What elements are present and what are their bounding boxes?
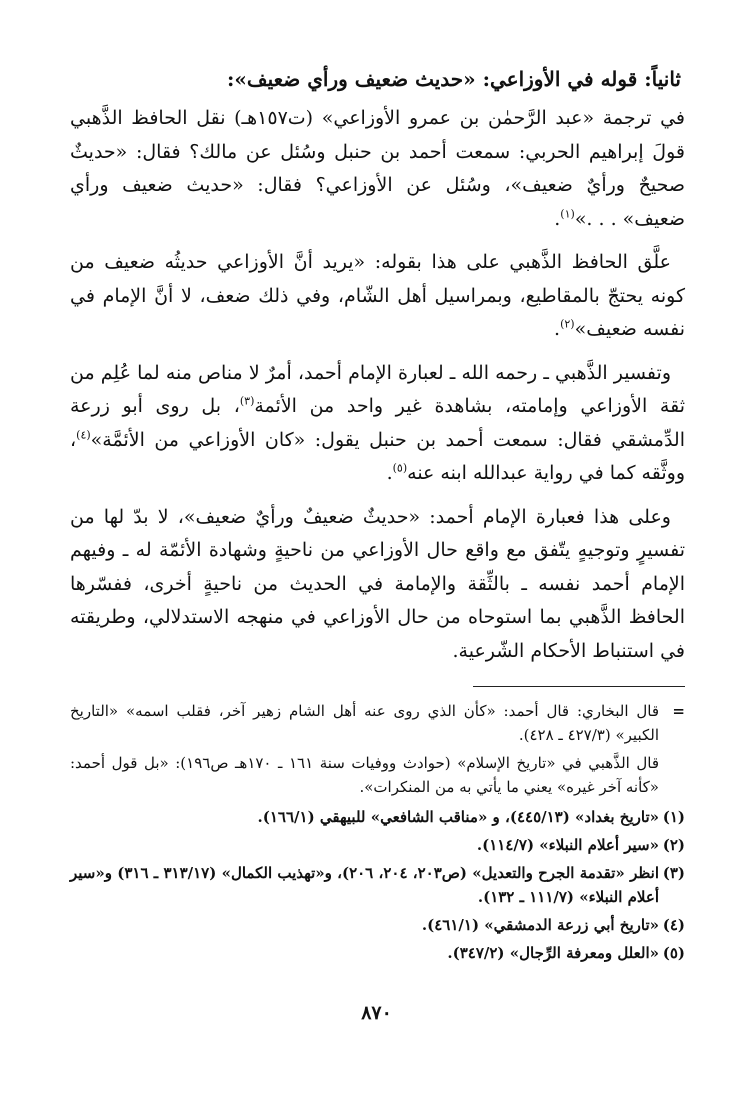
footnote-ref[interactable]: (٢) — [560, 317, 575, 331]
page-number: ٨٧٠ — [361, 1002, 392, 1024]
footnote-text: انظر «تقدمة الجرح والتعديل» (ص٢٠٣، ٢٠٤، ٢٠٦)، و«تهذيب الكمال» (٣١٣/١٧ ـ ٣١٦) و«سير أعلام النبلاء» (١١١/٧ ـ ١٣٢). — [70, 864, 659, 906]
footnote-ref[interactable]: (٣) — [239, 394, 255, 408]
paragraph-text: وتفسير الذَّهبي ـ رحمه الله ـ لعبارة الإمام أحمد، أمرٌ لا مناص منه لما عُلِم من ثقة الأوزاعي وإمامته، بشاهدة غير واحد من الأئمة — [70, 361, 685, 417]
footnote-mark: (٥) — [662, 944, 685, 962]
footnote-item — [70, 805, 685, 829]
footnote-ref[interactable]: (٤) — [76, 428, 91, 442]
paragraph-tail: ، بل روى أبو زرعة الدِّمشقي فقال: سمعت أحمد بن حنبل يقول: «كان الأوزاعي من الأئمَّة» — [70, 395, 685, 451]
footnote-item — [70, 861, 685, 909]
footnote-mark: = — [672, 702, 685, 720]
footnote-text: قال البخاري: قال أحمد: «كأن الذي روى عنه أهل الشام زهير آخر، فقلب اسمه» «التاريخ الكبير» (٤٢٧/٣ ـ ٤٢٨). — [70, 702, 659, 744]
footnotes — [70, 699, 685, 965]
paragraph-text: في ترجمة «عبد الرَّحمٰن بن عمرو الأوزاعي» (ت١٥٧هـ) نقل الحافظ الذَّهبي قولَ إبراهيم الحربي: سمعت أحمد بن حنبل وسُئل عن مالك؟ فقال: «حديثٌ صحيحٌ ورأيٌ ضعيف»، وسُئل عن الأوزاعي؟ فقال: «حديث ضعيف ورأي ضعيف» . . .» — [70, 107, 686, 230]
section-heading: ثانياً: قوله في الأوزاعي: «حديث ضعيف ورأي ضعيف»: — [227, 67, 681, 91]
paragraph-tail: ، ووثَّقه كما في رواية عبدالله ابنه عنه — [70, 428, 685, 484]
footnote-continuation — [70, 699, 685, 747]
footnote-mark: (٢) — [662, 836, 685, 854]
footnote-ref[interactable]: (٥) — [392, 461, 408, 475]
paragraph-tail: . — [386, 462, 393, 484]
paragraph-text: علَّق الحافظ الذَّهبي على هذا بقوله: «يريد أنَّ الأوزاعي حديثُه ضعيف من كونه يحتجّ بالمقاطيع، وبمراسيل أهل الشّام، وفي ذلك ضعف، لا أنَّ الإمام في نفسه ضعيف» — [70, 251, 685, 340]
footnote-item — [70, 941, 685, 965]
footnote-text: «سير أعلام النبلاء» (١١٤/٧). — [476, 836, 659, 854]
paragraph-tail: . — [554, 318, 561, 340]
footnote-item — [70, 833, 685, 857]
footnote-ref[interactable]: (١) — [560, 207, 575, 221]
footnote-continuation-paragraph: قال الذَّهبي في «تاريخ الإسلام» (حوادث ووفيات سنة ١٦١ ـ ١٧٠هـ ص١٩٦): «بل قول أحمد: «كأنه آخر غيره» يعني ما يأتي به من المنكرات». — [70, 754, 660, 796]
footnote-mark: (١) — [662, 808, 685, 826]
footnote-mark: (٣) — [662, 864, 685, 882]
footnote-text: «العلل ومعرفة الرِّجال» (٣٤٧/٢). — [447, 944, 659, 962]
footnote-text: «تاريخ أبي زرعة الدمشقي» (٤٦١/١). — [421, 916, 659, 934]
paragraph-2 — [70, 246, 685, 347]
footnote-item — [70, 913, 685, 937]
paragraph-tail: . — [554, 207, 561, 230]
footnote-divider — [473, 686, 685, 687]
paragraph-text: وعلى هذا فعبارة الإمام أحمد: «حديثٌ ضعيفٌ ورأيٌ ضعيف»، لا بدّ لها من تفسيرٍ وتوجيهٍ يتّفق مع واقع حال الأوزاعي من ناحيةٍ وشهادة الأئمّة له ـ وفيهم الإمام أحمد نفسه ـ بالثِّقة والإمامة في الحديث من ناحيةٍ أخرى، ففسّرها الحافظ الذَّهبي بما استوحاه من حال الأوزاعي في منهجه الاستدلالي، وطريقته في استنباط الأحكام الشّرعية. — [70, 505, 685, 662]
footnote-text: «تاريخ بغداد» (٤٤٥/١٣)، و «مناقب الشافعي» للبيهقي (١٦٦/١). — [257, 808, 659, 826]
paragraph-4 — [70, 501, 685, 669]
paragraph-1 — [70, 102, 685, 236]
paragraph-3 — [70, 357, 685, 491]
footnote-mark: (٤) — [662, 916, 685, 934]
